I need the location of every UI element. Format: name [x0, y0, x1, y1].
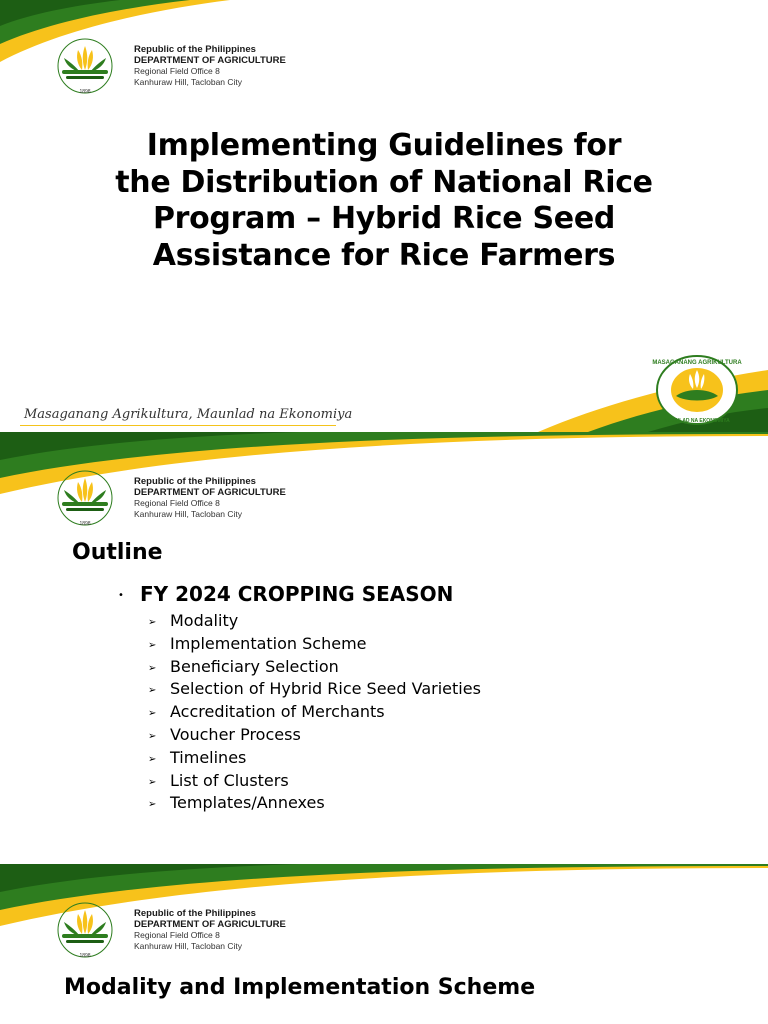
agency-office: Regional Field Office 8	[134, 930, 220, 940]
slide-2	[0, 432, 768, 864]
agency-header	[42, 36, 362, 96]
document-title: Implementing Guidelines for the Distribution of National Rice Program – Hybrid Rice Seed Assistance for Rice Farmers	[115, 128, 653, 273]
outline-title: Outline	[72, 540, 163, 565]
agency-country: Republic of the Philippines	[134, 476, 256, 487]
svg-text:MASAGANANG AGRIKULTURA: MASAGANANG AGRIKULTURA	[652, 360, 742, 366]
agency-country: Republic of the Philippines	[134, 44, 256, 55]
agency-address: Kanhuraw Hill, Tacloban City	[134, 509, 243, 519]
agency-country: Republic of the Philippines	[134, 908, 256, 919]
list-item: ➢ Beneficiary Selection	[148, 656, 481, 679]
agency-office: Regional Field Office 8	[134, 498, 220, 508]
department-seal-icon	[42, 468, 128, 528]
arrow-bullet-icon: ➢	[148, 799, 157, 811]
svg-text:MAUNLAD NA EKONOMIYA: MAUNLAD NA EKONOMIYA	[664, 418, 730, 424]
list-item: ➢ Templates/Annexes	[148, 792, 481, 815]
arrow-bullet-icon: ➢	[148, 730, 157, 742]
tagline: Masaganang Agrikultura, Maunlad na Ekonomiya	[24, 407, 353, 422]
svg-text:1898: 1898	[79, 953, 91, 959]
svg-text:1898: 1898	[79, 521, 91, 527]
department-seal-icon	[42, 900, 128, 960]
arrow-bullet-icon: ➢	[148, 685, 157, 697]
outline-list	[148, 610, 481, 815]
list-item: ➢ Implementation Scheme	[148, 633, 481, 656]
slide-1	[0, 0, 768, 432]
agency-header	[42, 900, 362, 960]
slide-3	[0, 864, 768, 1024]
agency-name: DEPARTMENT OF AGRICULTURE	[134, 55, 286, 66]
agency-text	[134, 44, 286, 88]
agency-address: Kanhuraw Hill, Tacloban City	[134, 77, 243, 87]
outline-bullet-text: FY 2024 CROPPING SEASON	[140, 582, 454, 606]
list-item: ➢ Timelines	[148, 747, 481, 770]
bullet-dot-icon: •	[118, 590, 124, 601]
svg-text:1898: 1898	[79, 89, 91, 95]
list-item: ➢ Accreditation of Merchants	[148, 701, 481, 724]
arrow-bullet-icon: ➢	[148, 617, 157, 628]
arrow-bullet-icon: ➢	[148, 776, 157, 788]
agency-address: Kanhuraw Hill, Tacloban City	[134, 941, 243, 951]
list-item: ➢ Voucher Process	[148, 724, 481, 747]
arrow-bullet-icon: ➢	[148, 662, 157, 674]
agency-name: DEPARTMENT OF AGRICULTURE	[134, 487, 286, 498]
list-item: ➢ List of Clusters	[148, 770, 481, 793]
agency-header	[42, 468, 362, 528]
arrow-bullet-icon: ➢	[148, 639, 157, 651]
arrow-bullet-icon: ➢	[148, 708, 157, 720]
section-title: Modality and Implementation Scheme	[64, 975, 536, 1000]
tagline-divider	[20, 425, 336, 426]
arrow-bullet-icon: ➢	[148, 753, 157, 765]
agency-name: DEPARTMENT OF AGRICULTURE	[134, 919, 286, 930]
agency-text	[134, 908, 286, 952]
masaganang-agrikultura-emblem-icon	[652, 352, 742, 428]
list-item: ➢ Modality	[148, 610, 481, 633]
agency-text	[134, 476, 286, 520]
department-seal-icon	[42, 36, 128, 96]
list-item: ➢ Selection of Hybrid Rice Seed Varieties	[148, 678, 481, 701]
agency-office: Regional Field Office 8	[134, 66, 220, 76]
